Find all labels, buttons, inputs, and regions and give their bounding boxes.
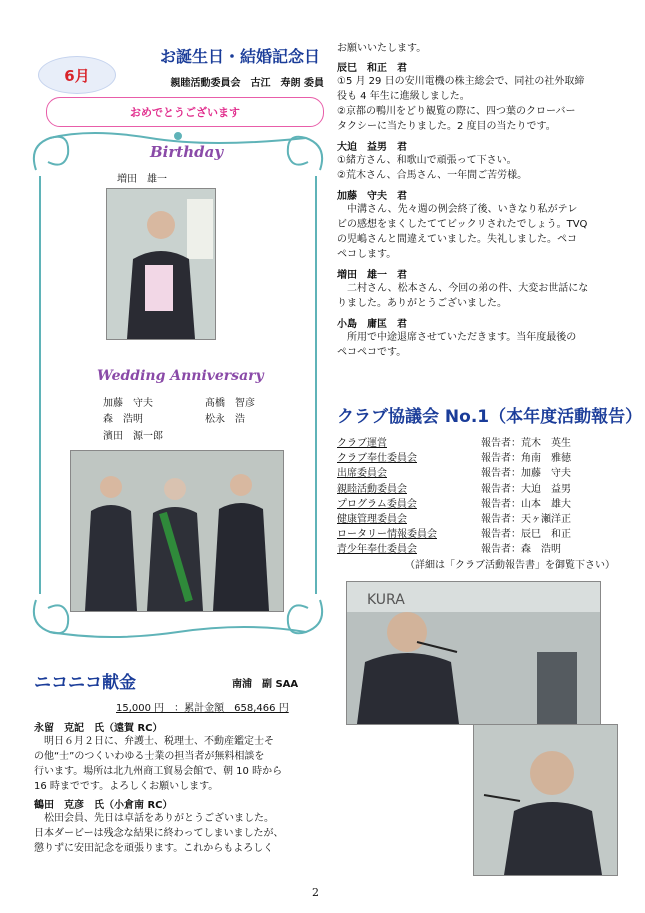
message-line: ペコします。 [337,249,397,260]
report-reporter: 報告者：山本 雄大 [481,498,571,510]
message-line: ビの感想をまくしたててビックリされたでしょう。TVQ [337,219,588,230]
page-number: 2 [312,886,319,899]
report-row [337,512,621,527]
report-reporter: 報告者：荒木 英生 [481,438,571,449]
congratulations-banner: おめでとうございます [46,97,324,127]
person-figure-icon [107,189,215,339]
report-committee: ロータリー情報委員会 [337,529,437,541]
month-badge: 6月 [38,56,116,94]
wedding-name-2: 髙橋 智彦 [205,398,255,409]
nikoniko-entries [34,719,324,856]
donor-message-line: 明日６月２日に、弁護士、税理士、不動産鑑定士そ [44,736,274,747]
member-name: 小島 庸匡 君 [337,319,407,330]
report-row [337,436,621,451]
nikoniko-heading: ニコニコ献金 [34,673,136,693]
member-name: 加藤 守夫 君 [337,191,407,202]
report-row [337,542,621,557]
donor-message-line: 懲りずに安田記念を頑張ります。これからもよろしく [34,843,274,854]
message-line: 二村さん、松本さん、今回の弟の件、大変お世話にな [347,283,589,294]
donation-total: 15,000 円 ：累計金額 658,466 円 [116,703,289,714]
message-line: 所用で中途退席させていただきます。当年度最後の [347,332,577,343]
committee-byline: 親睦活動委員会 古江 寿朗 委員 [170,78,324,89]
nikoniko-author: 南浦 副 SAA [232,679,299,690]
report-committee: クラブ運営 [337,438,387,449]
report-note: （詳細は「クラブ活動報告書」を御覧下さい） [405,559,615,571]
report-row [337,466,621,481]
wedding-photo [70,450,284,612]
donor-message-line: の他“士”のつくいわゆる士業の担当者が無料相談を [34,751,265,762]
message-line: ①緒方さん、和歌山で頑張って下さい。 [337,155,517,166]
donor-message-line: 松田会員、先日は卓話をありがとうございました。 [44,813,274,824]
birthday-member-name: 増田 雄一 [117,174,167,185]
donor-message-line: 行います。場所は北九州商工貿易会館で、朝 10 時から [34,766,283,777]
report-reporter: 報告者：大迫 益男 [481,483,571,495]
donor-name: 鶴田 克彦 氏（小倉南 RC） [34,800,173,811]
message-line: ペコペコです。 [337,347,407,358]
report-row [337,482,621,497]
speaker-photo-2 [473,724,618,876]
report-row [337,527,621,542]
wedding-name-1: 加藤 守夫 [103,398,153,409]
club-council-heading: クラブ協議会 No.1（本年度活動報告） [337,407,643,427]
donor-message-line: 16 時までです。よろしくお願いします。 [34,781,219,792]
report-committee: 出席委員会 [337,468,387,480]
message-line: 中溝さん、先々週の例会終了後、いきなり私がテレ [347,204,578,215]
message-line: ②荒木さん、合馬さん、一年間ご苦労様。 [337,170,528,181]
report-reporter: 報告者：天ヶ瀬洋正 [481,514,571,526]
report-reporter: 報告者：加藤 守夫 [481,468,571,480]
message-line: りました。ありがとうございました。 [337,298,507,309]
birthday-photo [106,188,216,340]
message-line: 役も 4 年生に進級しました。 [337,91,470,102]
report-reporter: 報告者：角南 雅徳 [481,453,571,465]
member-name: 増田 雄一 君 [337,270,407,281]
wedding-name-5: 濱田 源一郎 [103,431,163,442]
report-committee: 青少年奉仕委員会 [337,544,417,556]
report-row [337,497,621,512]
message-line: ①5 月 29 日の安川電機の株主総会で、同社の社外取締 [337,76,585,87]
continued-line: お願いいたします。 [337,43,427,54]
report-committee: プログラム委員会 [337,498,417,510]
report-reporter: 報告者：森 浩明 [481,544,561,556]
message-line: の児嶋さんと間違えていました。失礼しました。ペコ [337,234,577,245]
wedding-name-3: 森 浩明 [103,414,143,425]
birthday-anniversary-title: お誕生日・結婚記念日 [159,47,320,66]
donor-name: 永留 克記 氏（遠賀 RC） [34,723,163,734]
group-figure-icon [71,451,283,611]
message-line: ②京都の鴨川をどり観覧の際に、四つ葉のクローバー [337,106,576,117]
svg-text:KURA: KURA [367,592,405,608]
donor-message-line: 日本ダービーは残念な結果に終わってしまいましたが、 [34,828,284,839]
report-committee: 親睦活動委員会 [337,483,407,495]
report-committee: 健康管理委員会 [337,514,407,526]
wedding-name-4: 松永 浩 [205,414,245,425]
speaker-figure-icon [347,582,600,724]
member-name: 大迫 益男 君 [337,142,407,153]
wedding-anniversary-heading: Wedding Anniversary [97,368,264,384]
activity-report-table [337,436,621,573]
report-committee: クラブ奉仕委員会 [337,453,417,465]
report-row [337,451,621,466]
right-column-messages [337,41,621,360]
speaker-figure-icon [474,725,617,875]
birthday-heading: Birthday [150,143,224,161]
report-reporter: 報告者：辰巳 和正 [481,529,571,541]
speaker-photo-1 [346,581,601,725]
message-line: タクシーに当たりました。2 度目の当たりです。 [337,121,556,132]
member-name: 辰巳 和正 君 [337,63,407,74]
